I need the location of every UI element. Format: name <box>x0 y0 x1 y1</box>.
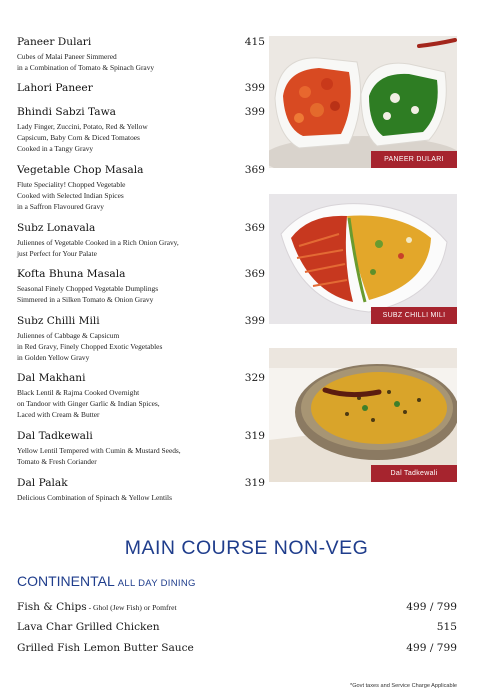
item-price: 499 / 799 <box>406 601 457 613</box>
desc-line: Flute Speciality! Chopped Vegetable <box>17 180 126 189</box>
item-name: Dal Tadkewali <box>17 430 93 442</box>
subsection-header <box>17 573 196 591</box>
menu-item <box>17 106 265 154</box>
item-name: Fish & Chips <box>17 601 87 613</box>
menu-item <box>17 315 265 363</box>
subsection-subtitle: ALL DAY DINING <box>117 578 196 589</box>
item-description <box>17 51 257 73</box>
photo-caption: SUBZ CHILLI MILI <box>371 307 457 324</box>
desc-line: just Perfect for Your Palate <box>17 249 97 258</box>
desc-line: Yellow Lentil Tempered with Cumin & Mustard Seeds, <box>17 446 181 455</box>
item-description <box>17 283 257 305</box>
item-description <box>17 445 257 467</box>
item-price: 399 <box>244 82 265 94</box>
item-price: 369 <box>244 164 265 176</box>
item-price: 499 / 799 <box>406 642 457 654</box>
item-name: Vegetable Chop Masala <box>17 164 144 176</box>
item-price: 515 <box>436 621 457 633</box>
dish-illustration <box>269 36 457 168</box>
photo-subz-chilli-mili <box>269 194 457 324</box>
desc-line: Cubes of Malai Paneer Simmered <box>17 52 117 61</box>
desc-line: Delicious Combination of Spinach & Yellow Lentils <box>17 493 172 502</box>
desc-line: Lady Finger, Zuccini, Potato, Red & Yellow <box>17 122 148 131</box>
item-name: Lahori Paneer <box>17 82 93 94</box>
desc-line: in Red Gravy, Finely Chopped Exotic Vegetables <box>17 342 163 351</box>
item-description <box>17 237 257 259</box>
desc-line: Cooked in a Tangy Gravy <box>17 144 94 153</box>
desc-line: Simmered in a Silken Tomato & Onion Gravy <box>17 295 154 304</box>
item-price: 319 <box>244 477 265 489</box>
item-description <box>17 387 257 420</box>
item-price: 415 <box>244 36 265 48</box>
item-description <box>17 492 257 503</box>
item-price: 399 <box>244 315 265 327</box>
menu-item <box>17 82 265 95</box>
desc-line: Seasonal Finely Chopped Vegetable Dumplings <box>17 284 159 293</box>
item-price: 369 <box>244 268 265 280</box>
desc-line: Black Lentil & Rajma Cooked Overnight <box>17 388 140 397</box>
desc-line: in a Saffron Flavoured Gravy <box>17 202 104 211</box>
menu-item <box>17 268 265 305</box>
item-name: Lava Char Grilled Chicken <box>17 621 160 633</box>
dish-illustration <box>269 194 457 324</box>
item-name: Dal Palak <box>17 477 68 489</box>
desc-line: Juliennes of Cabbage & Capsicum <box>17 331 120 340</box>
menu-item <box>17 601 457 614</box>
photo-caption: Dal Tadkewali <box>371 465 457 482</box>
menu-item <box>17 430 265 467</box>
item-name: Bhindi Sabzi Tawa <box>17 106 116 118</box>
item-price: 369 <box>244 222 265 234</box>
item-name: Subz Lonavala <box>17 222 96 234</box>
desc-line: Cooked with Selected Indian Spices <box>17 191 124 200</box>
desc-line: in a Combination of Tomato & Spinach Gravy <box>17 63 155 72</box>
item-description <box>17 121 257 154</box>
desc-line: Laced with Cream & Butter <box>17 410 100 419</box>
footer-note: *Govt taxes and Service Charge Applicable <box>350 683 457 689</box>
menu-item <box>17 36 265 73</box>
dish-illustration <box>269 348 457 482</box>
menu-item <box>17 372 265 420</box>
photo-paneer-dulari <box>269 36 457 168</box>
item-price: 399 <box>244 106 265 118</box>
item-price: 319 <box>244 430 265 442</box>
item-description <box>17 179 257 212</box>
menu-item <box>17 621 457 634</box>
item-name: Grilled Fish Lemon Butter Sauce <box>17 642 194 654</box>
photo-dal-tadkewali <box>269 348 457 482</box>
desc-line: Juliennes of Vegetable Cooked in a Rich Onion Gravy, <box>17 238 179 247</box>
item-price: 329 <box>244 372 265 384</box>
item-name: Subz Chilli Mili <box>17 315 100 327</box>
menu-item <box>17 222 265 259</box>
desc-line: on Tandoor with Ginger Garlic & Indian Spices, <box>17 399 160 408</box>
desc-line: Tomato & Fresh Coriander <box>17 457 97 466</box>
item-name: Paneer Dulari <box>17 36 92 48</box>
item-name: Dal Makhani <box>17 372 86 384</box>
desc-line: in Golden Yellow Gravy <box>17 353 90 362</box>
item-note: - Ghol (Jew Fish) or Pomfret <box>86 603 177 612</box>
menu-item <box>17 164 265 212</box>
item-name: Kofta Bhuna Masala <box>17 268 126 280</box>
desc-line: Capsicum, Baby Corn & Diced Tomatoes <box>17 133 140 142</box>
section-title: MAIN COURSE NON-VEG <box>124 537 369 559</box>
item-description <box>17 330 257 363</box>
menu-item <box>17 642 457 655</box>
subsection-title: CONTINENTAL <box>17 573 115 589</box>
menu-item <box>17 477 265 503</box>
photo-caption: PANEER DULARI <box>371 151 457 168</box>
